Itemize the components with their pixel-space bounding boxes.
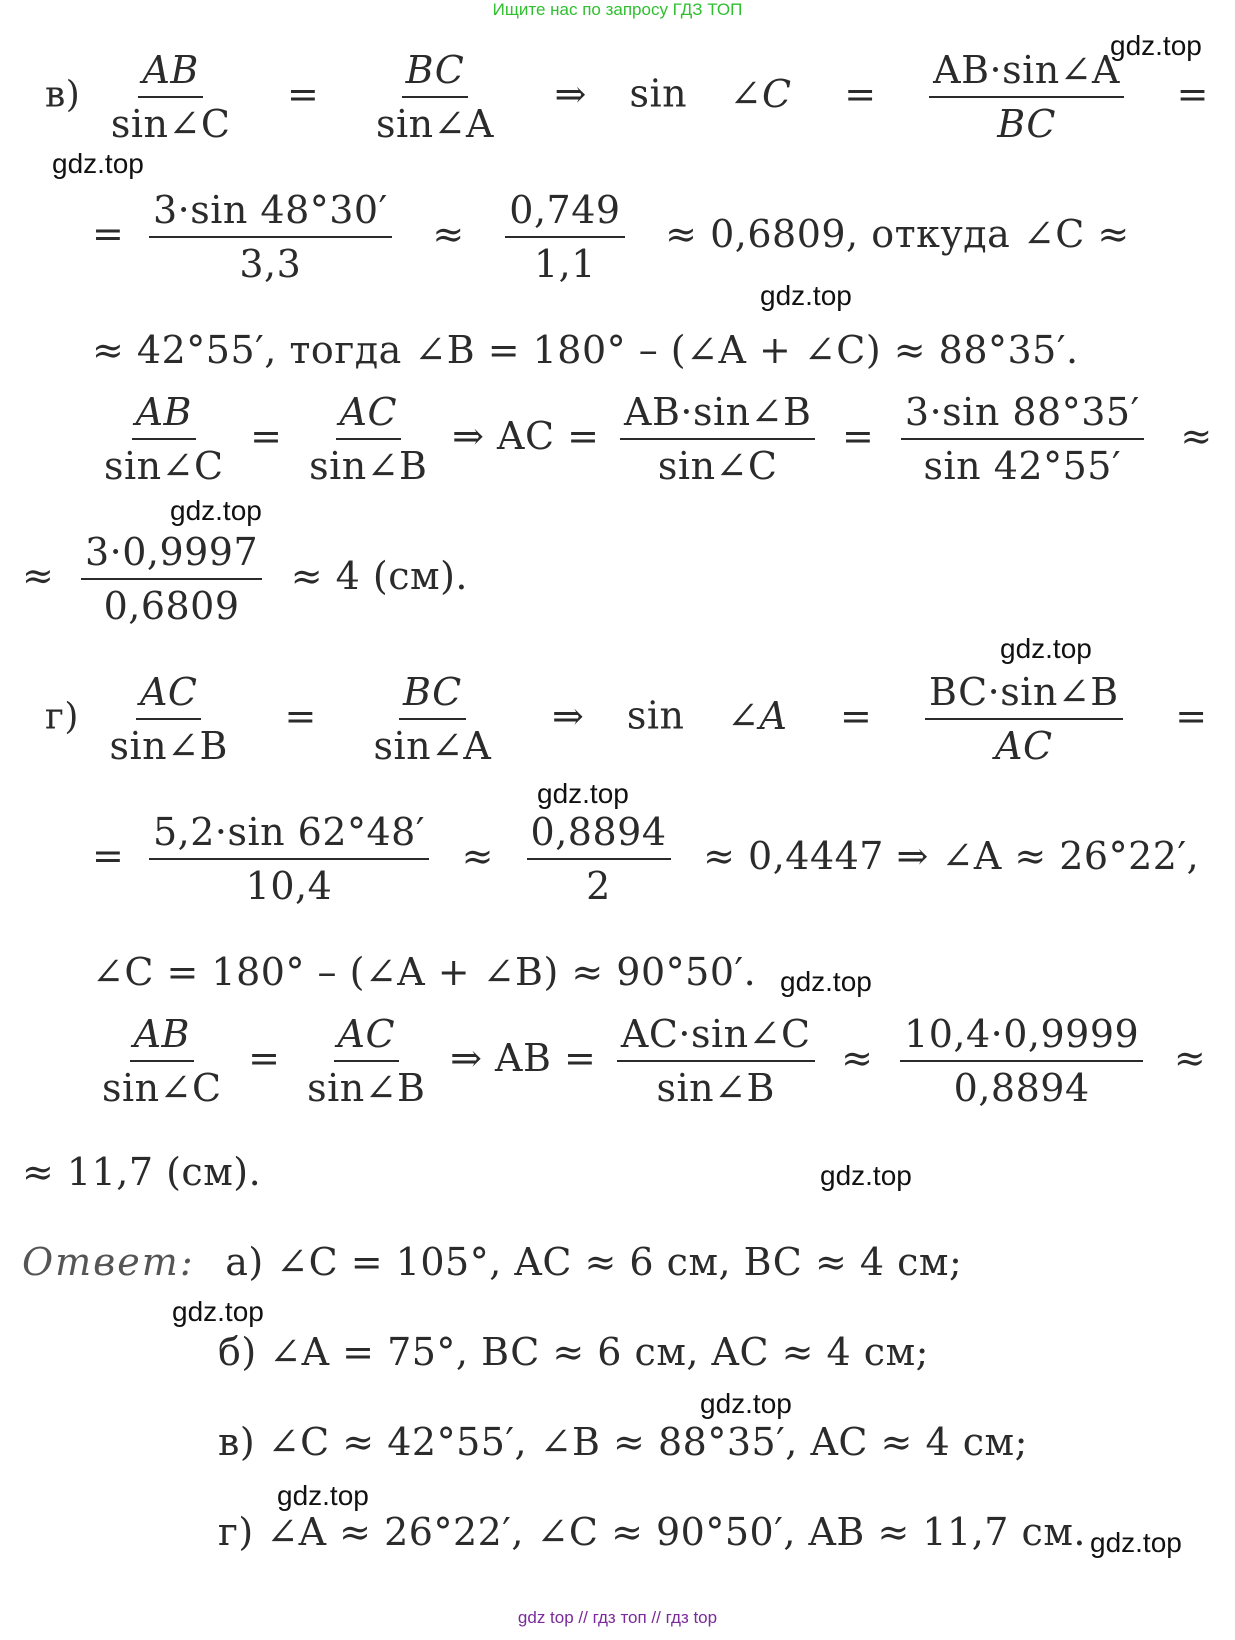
watermark: gdz.top bbox=[820, 1160, 912, 1191]
approx-sign: ≈ bbox=[461, 833, 494, 878]
fraction-denominator: sin 42°55′ bbox=[923, 444, 1122, 488]
approx-sign: ≈ bbox=[1173, 1035, 1207, 1080]
answer-line-v: в) ∠C ≈ 42°55′, ∠B ≈ 88°35′, AC ≈ 4 см; bbox=[218, 1420, 1028, 1464]
fraction-denominator: sin∠C bbox=[657, 444, 778, 488]
sin-text: sin bbox=[629, 71, 688, 116]
fraction-denominator: 2 bbox=[586, 864, 611, 908]
fraction-numerator: AC bbox=[336, 390, 402, 440]
sin-text: sin bbox=[626, 693, 685, 738]
equals-sign: = bbox=[287, 71, 320, 116]
watermark: gdz.top bbox=[172, 1296, 264, 1327]
approx-sign: ≈ bbox=[841, 1035, 874, 1080]
answer-line-b: б) ∠A = 75°, BC ≈ 6 см, AC ≈ 4 см; bbox=[218, 1330, 929, 1374]
fraction-numerator: BC bbox=[399, 670, 466, 720]
fraction-denominator: 1,1 bbox=[533, 242, 596, 286]
watermark: gdz.top bbox=[1090, 1527, 1182, 1558]
implies-text: ⇒ AB = bbox=[450, 1035, 597, 1080]
equals-sign: = bbox=[92, 211, 125, 256]
watermark: gdz.top bbox=[170, 495, 262, 526]
angle-text: ∠A bbox=[727, 693, 788, 738]
approx-sign: ≈ bbox=[1180, 413, 1213, 458]
equals-sign: = bbox=[1176, 71, 1209, 116]
fraction-denominator: AC bbox=[995, 724, 1053, 768]
part-g-line-1 bbox=[45, 670, 1208, 768]
part-v-line-4 bbox=[100, 390, 1213, 488]
part-g-line-4 bbox=[98, 1012, 1206, 1110]
fraction-numerator: AC·sin∠C bbox=[617, 1012, 815, 1062]
fraction-numerator: AB bbox=[132, 390, 196, 440]
fraction-denominator: sin∠C bbox=[102, 1066, 222, 1110]
fraction-numerator: AC bbox=[334, 1012, 400, 1062]
fraction-numerator: AB bbox=[138, 48, 202, 98]
fraction-denominator: 10,4 bbox=[245, 864, 333, 908]
fraction-denominator: BC bbox=[997, 102, 1056, 146]
equals-sign: = bbox=[841, 413, 875, 458]
angle-text: ∠C bbox=[729, 71, 792, 116]
answer-line-a bbox=[22, 1240, 962, 1284]
fraction-numerator: BC·sin∠B bbox=[925, 670, 1123, 720]
equals-sign: = bbox=[840, 693, 873, 738]
answer-label: Ответ: bbox=[22, 1240, 195, 1284]
part-v-line-2 bbox=[92, 188, 1130, 286]
equals-sign: = bbox=[844, 71, 877, 116]
fraction-numerator: 3·sin 48°30′ bbox=[149, 188, 392, 238]
fraction-denominator: 0,6809 bbox=[103, 584, 240, 628]
watermark: gdz.top bbox=[537, 778, 629, 809]
answer-line-g: г) ∠A ≈ 26°22′, ∠C ≈ 90°50′, AB ≈ 11,7 см. bbox=[218, 1510, 1086, 1554]
part-v-line-5 bbox=[22, 530, 468, 628]
equals-sign: = bbox=[284, 693, 317, 738]
watermark: gdz.top bbox=[1000, 633, 1092, 664]
fraction-denominator: 0,8894 bbox=[953, 1066, 1090, 1110]
fraction-numerator: 10,4·0,9999 bbox=[900, 1012, 1143, 1062]
fraction-denominator: sin∠A bbox=[373, 724, 492, 768]
fraction-denominator: sin∠C bbox=[104, 444, 224, 488]
fraction-denominator: sin∠B bbox=[109, 724, 228, 768]
equals-sign: = bbox=[248, 1035, 281, 1080]
fraction-numerator: 5,2·sin 62°48′ bbox=[149, 810, 429, 860]
fraction-denominator: sin∠A bbox=[375, 102, 494, 146]
watermark: gdz.top bbox=[1110, 30, 1202, 61]
fraction-denominator: sin∠B bbox=[307, 1066, 426, 1110]
fraction-denominator: sin∠B bbox=[656, 1066, 775, 1110]
footer: gdz top // гдз топ // гдз top bbox=[517, 1608, 718, 1627]
fraction-denominator: 3,3 bbox=[239, 242, 302, 286]
watermark: gdz.top bbox=[760, 280, 852, 311]
approx-sign: ≈ bbox=[432, 211, 465, 256]
equals-sign: = bbox=[1175, 693, 1208, 738]
fraction-numerator: 3·0,9997 bbox=[81, 530, 262, 580]
fraction-numerator: AC bbox=[136, 670, 202, 720]
result-text: ≈ 0,6809, откуда ∠C ≈ bbox=[665, 211, 1130, 256]
result-text: ≈ 4 (см). bbox=[290, 553, 468, 598]
part-g-line-2 bbox=[92, 810, 1199, 908]
fraction-numerator: 3·sin 88°35′ bbox=[901, 390, 1144, 440]
part-g-line-5: ≈ 11,7 (см). bbox=[22, 1150, 262, 1194]
fraction-numerator: 0,8894 bbox=[527, 810, 671, 860]
watermark: gdz.top bbox=[780, 966, 872, 997]
watermark: gdz.top bbox=[52, 148, 144, 179]
part-g-line-3: ∠C = 180° – (∠A + ∠B) ≈ 90°50′. bbox=[92, 950, 757, 994]
result-text: ≈ 0,4447 ⇒ ∠A ≈ 26°22′, bbox=[703, 833, 1200, 878]
part-g-label: г) bbox=[45, 696, 79, 738]
part-v-line-1 bbox=[45, 48, 1209, 146]
part-v-label: в) bbox=[45, 74, 81, 116]
top-banner: Ищите нас по запросу ГДЗ ТОП bbox=[492, 0, 743, 19]
fraction-denominator: sin∠B bbox=[309, 444, 428, 488]
fraction-numerator: AB·sin∠B bbox=[620, 390, 815, 440]
fraction-numerator: AB bbox=[130, 1012, 194, 1062]
implies-arrow: ⇒ bbox=[551, 693, 585, 738]
implies-text: ⇒ AC = bbox=[452, 413, 600, 458]
equals-sign: = bbox=[92, 833, 125, 878]
equals-sign: = bbox=[250, 413, 283, 458]
implies-arrow: ⇒ bbox=[554, 71, 587, 116]
fraction-numerator: BC bbox=[402, 48, 469, 98]
part-v-line-3: ≈ 42°55′, тогда ∠B = 180° – (∠A + ∠C) ≈ 88°35′. bbox=[92, 328, 1079, 372]
approx-sign: ≈ bbox=[22, 553, 55, 598]
fraction-numerator: 0,749 bbox=[505, 188, 624, 238]
answer-a: а) ∠C = 105°, AC ≈ 6 см, BC ≈ 4 см; bbox=[225, 1240, 963, 1284]
fraction-numerator: AB·sin∠A bbox=[929, 48, 1124, 98]
fraction-denominator: sin∠C bbox=[110, 102, 231, 146]
watermark: gdz.top bbox=[700, 1388, 792, 1419]
watermark: gdz.top bbox=[277, 1480, 369, 1511]
